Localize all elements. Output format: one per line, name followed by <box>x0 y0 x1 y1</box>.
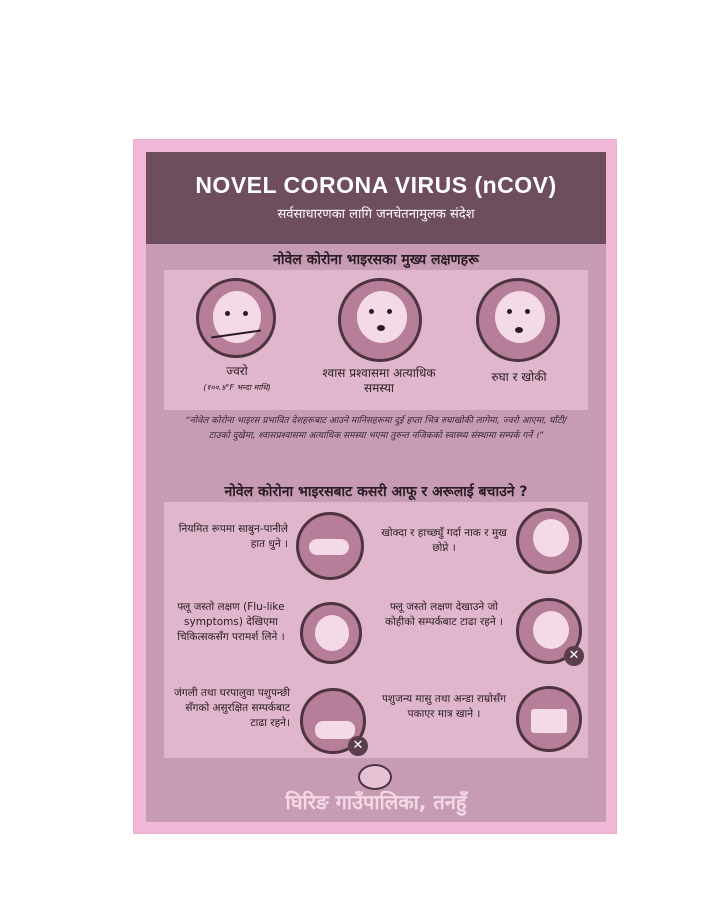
symptom-breathing-label: श्वास प्रश्वासमा अत्याधिक समस्या <box>322 366 436 395</box>
organization-name: घिरिङ गाउँपालिका, तनहुँ <box>285 790 467 814</box>
handwash-icon <box>296 512 364 580</box>
doctor-consult-icon <box>300 602 362 664</box>
prevention-item-avoid-animals: जंगली तथा घरपालुवा पशुपन्छी सँगको असुरक्षित सम्पर्कबाट टाढा रहने। ✕ <box>164 678 374 758</box>
prevention-heading: नोवेल कोरोना भाइरसबाट कसरी आफू र अरूलाई बचाउने ? <box>224 484 528 500</box>
prevention-item-consult-doctor: फ्लू जस्तो लक्षण (Flu-like symptoms) देखिएमा चिकित्सकसँग परामर्श लिने । <box>164 594 374 674</box>
symptom-fever-note: (१००.४°F भन्दा माथि) <box>203 383 271 392</box>
poster-header <box>146 152 606 244</box>
emblem-logo <box>358 764 392 790</box>
poster-sheet <box>134 140 616 833</box>
x-mark-icon: ✕ <box>564 646 584 666</box>
x-mark-icon: ✕ <box>348 736 368 756</box>
cover-mouth-icon <box>516 508 582 574</box>
cough-illustration-icon <box>476 278 560 362</box>
notice-text: “नोवेल कोरोना भाइरस प्रभावित देशहरूबाट आउने मानिसहरूमा दुई हप्ता भित्र रुघाखोकी लागेमा, ज्वरो आएमा, घाँटी/टाउको दुखेमा, श्वासप्रश्वासमा अत्याधिक समस्या भएमा तुरुन्त नजिकको स्वास्थ्य संस्थामा सम्पर्क गर्ने ।” <box>185 416 567 441</box>
prevention-item-cook-food: पशुजन्य मासु तथा अन्डा राम्रोसँग पकाएर मात्र खाने । <box>376 678 586 758</box>
poster-title: NOVEL CORONA VIRUS (nCOV) <box>195 172 557 198</box>
breathing-illustration-icon <box>338 278 422 362</box>
symptoms-heading: नोवेल कोरोना भाइरसका मुख्य लक्षणहरू <box>273 252 479 268</box>
symptom-cough-label: रुघा र खोकी <box>491 370 547 384</box>
prevention-panel <box>164 502 588 758</box>
symptom-fever-label: ज्वरो <box>226 364 248 378</box>
fever-illustration-icon <box>196 278 276 358</box>
poster-inner <box>146 152 606 822</box>
symptoms-panel <box>164 270 588 410</box>
prevention-item-cover-mouth: खोक्दा र हाच्छ्युँ गर्दा नाक र मुख छोप्ने । <box>376 508 586 588</box>
prevention-item-handwash: नियमित रूपमा साबुन-पानीले हात धुने । <box>164 508 374 588</box>
poster-subtitle: सर्वसाधारणका लागि जनचेतनामुलक संदेश <box>277 207 475 222</box>
cooking-pot-icon <box>516 686 582 752</box>
prevention-item-avoid-contact: फ्लू जस्तो लक्षण देखाउने जो कोहीको सम्पर्कबाट टाढा रहने । ✕ <box>376 594 586 674</box>
